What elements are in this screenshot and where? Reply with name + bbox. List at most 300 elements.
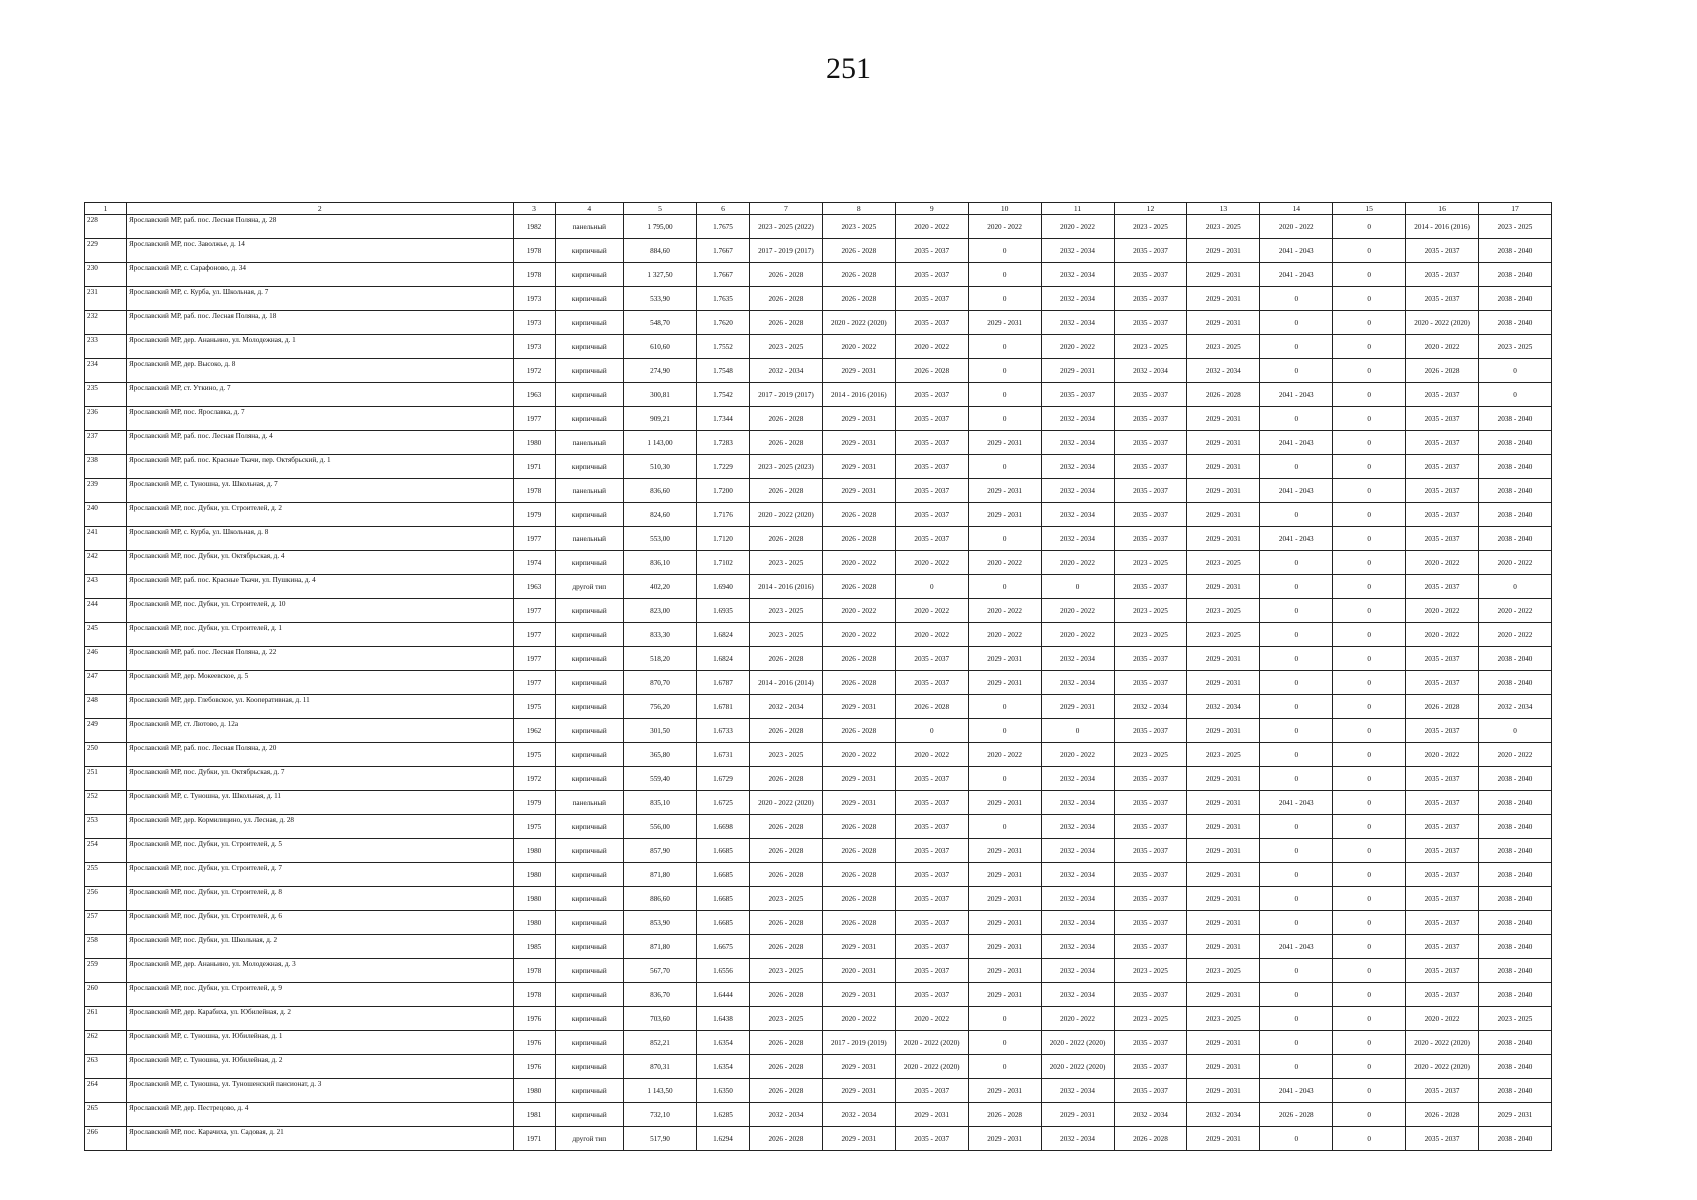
table-cell: 2023 - 2025 (1479, 1007, 1552, 1031)
table-cell: 2020 - 2022 (822, 623, 895, 647)
table-cell: 0 (1260, 1031, 1333, 1055)
table-cell: 2020 - 2022 (2020) (749, 791, 822, 815)
table-cell: 2020 - 2022 (2020) (1041, 1031, 1114, 1055)
table-cell: 2023 - 2025 (749, 599, 822, 623)
address-cell: Ярославский МР, дер. Ананьино, ул. Молодежная, д. 1 (126, 335, 513, 359)
table-row (85, 863, 1552, 887)
table-cell: 1973 (513, 335, 555, 359)
table-cell: кирпичный (555, 647, 623, 671)
table-cell: кирпичный (555, 311, 623, 335)
table-cell: 510,30 (624, 455, 697, 479)
table-cell: кирпичный (555, 287, 623, 311)
table-cell: 0 (1333, 815, 1406, 839)
table-cell: 2029 - 2031 (822, 695, 895, 719)
row-number-cell: 252 (85, 791, 127, 815)
table-cell: 2020 - 2022 (1041, 335, 1114, 359)
table-cell: 2038 - 2040 (1479, 311, 1552, 335)
table-cell: 2032 - 2034 (1114, 1103, 1187, 1127)
address-cell: Ярославский МР, дер. Карабиха, ул. Юбилейная, д. 2 (126, 1007, 513, 1031)
address-cell: Ярославский МР, пос. Дубки, ул. Октябрьская, д. 4 (126, 551, 513, 575)
table-cell: кирпичный (555, 1007, 623, 1031)
table-cell: 0 (1333, 623, 1406, 647)
address-cell: Ярославский МР, пос. Дубки, ул. Строителей, д. 8 (126, 887, 513, 911)
column-header-12: 12 (1114, 203, 1187, 215)
table-cell: 1.6350 (696, 1079, 749, 1103)
table-cell: 0 (1333, 863, 1406, 887)
table-cell: 2020 - 2022 (1041, 1007, 1114, 1031)
table-cell: 2026 - 2028 (822, 863, 895, 887)
table-cell: другой тип (555, 575, 623, 599)
table-cell: кирпичный (555, 671, 623, 695)
table-cell: 2032 - 2034 (1187, 695, 1260, 719)
table-cell: 2029 - 2031 (1187, 647, 1260, 671)
table-cell: 0 (968, 407, 1041, 431)
table-cell: кирпичный (555, 1055, 623, 1079)
table-cell: 1981 (513, 1103, 555, 1127)
table-cell: 2020 - 2022 (2020) (895, 1055, 968, 1079)
table-cell: 2035 - 2037 (895, 863, 968, 887)
table-cell: 2035 - 2037 (1114, 287, 1187, 311)
table-row (85, 311, 1552, 335)
row-number-cell: 245 (85, 623, 127, 647)
table-cell: 2029 - 2031 (1187, 503, 1260, 527)
table-cell: кирпичный (555, 839, 623, 863)
table-cell: 2035 - 2037 (1114, 431, 1187, 455)
table-cell: кирпичный (555, 743, 623, 767)
table-cell: 1.6685 (696, 911, 749, 935)
address-cell: Ярославский МР, с. Туношна, ул. Юбилейная, д. 2 (126, 1055, 513, 1079)
address-cell: Ярославский МР, дер. Мокеевское, д. 5 (126, 671, 513, 695)
table-cell: 0 (1260, 815, 1333, 839)
column-header-8: 8 (822, 203, 895, 215)
table-cell: 2020 - 2022 (2020) (749, 503, 822, 527)
table-cell: 2035 - 2037 (1406, 863, 1479, 887)
column-header-7: 7 (749, 203, 822, 215)
table-cell: 2023 - 2025 (1187, 215, 1260, 239)
table-cell: 2035 - 2037 (1114, 1031, 1187, 1055)
table-cell: 0 (1333, 719, 1406, 743)
table-cell: 853,90 (624, 911, 697, 935)
table-cell: 2020 - 2022 (895, 599, 968, 623)
table-cell: 2023 - 2025 (1187, 551, 1260, 575)
row-number-cell: 264 (85, 1079, 127, 1103)
table-cell: 0 (968, 1055, 1041, 1079)
table-cell: 1.7200 (696, 479, 749, 503)
table-cell: 2035 - 2037 (895, 647, 968, 671)
table-cell: 1977 (513, 407, 555, 431)
table-cell: 2029 - 2031 (1041, 695, 1114, 719)
table-cell: 2035 - 2037 (1406, 935, 1479, 959)
table-cell: 2035 - 2037 (1406, 671, 1479, 695)
table-cell: 2032 - 2034 (1041, 767, 1114, 791)
table-cell: 2029 - 2031 (822, 983, 895, 1007)
table-cell: 2020 - 2022 (2020) (1406, 311, 1479, 335)
table-cell: 0 (1260, 599, 1333, 623)
table-cell: 0 (1333, 359, 1406, 383)
table-cell: 1 327,50 (624, 263, 697, 287)
row-number-cell: 256 (85, 887, 127, 911)
table-cell: 1963 (513, 383, 555, 407)
table-cell: 2026 - 2028 (822, 911, 895, 935)
table-cell: 274,90 (624, 359, 697, 383)
table-cell: 2020 - 2022 (1260, 215, 1333, 239)
row-number-cell: 255 (85, 863, 127, 887)
table-cell: 2035 - 2037 (1114, 455, 1187, 479)
table-cell: 2038 - 2040 (1479, 863, 1552, 887)
table-cell: 2026 - 2028 (1406, 359, 1479, 383)
table-row (85, 839, 1552, 863)
table-cell: 2035 - 2037 (1406, 911, 1479, 935)
row-number-cell: 241 (85, 527, 127, 551)
table-cell: 2029 - 2031 (1187, 1127, 1260, 1151)
table-cell: 2020 - 2022 (895, 551, 968, 575)
table-cell: 1.7667 (696, 239, 749, 263)
table-cell: 0 (1333, 239, 1406, 263)
table-cell: 1.6787 (696, 671, 749, 695)
table-cell: 2020 - 2022 (1406, 599, 1479, 623)
table-cell: 2029 - 2031 (822, 455, 895, 479)
table-cell: 2035 - 2037 (1406, 719, 1479, 743)
table-cell: 2035 - 2037 (895, 887, 968, 911)
table-row (85, 695, 1552, 719)
table-cell: 2029 - 2031 (1187, 527, 1260, 551)
table-cell: 2023 - 2025 (1187, 1007, 1260, 1031)
table-row (85, 1031, 1552, 1055)
table-cell: 2035 - 2037 (1114, 719, 1187, 743)
row-number-cell: 230 (85, 263, 127, 287)
table-cell: 0 (1260, 407, 1333, 431)
table-cell: 2020 - 2022 (895, 215, 968, 239)
table-cell: 1976 (513, 1055, 555, 1079)
table-cell: 2020 - 2022 (968, 623, 1041, 647)
row-number-cell: 231 (85, 287, 127, 311)
table-cell: 2026 - 2028 (1406, 1103, 1479, 1127)
row-number-cell: 259 (85, 959, 127, 983)
address-cell: Ярославский МР, дер. Ананьино, ул. Молодежная, д. 3 (126, 959, 513, 983)
address-cell: Ярославский МР, ст. Лютово, д. 12а (126, 719, 513, 743)
address-cell: Ярославский МР, пос. Дубки, ул. Строителей, д. 1 (126, 623, 513, 647)
table-cell: 1978 (513, 983, 555, 1007)
table-cell: 553,00 (624, 527, 697, 551)
table-row (85, 215, 1552, 239)
table-cell: 0 (968, 263, 1041, 287)
table-cell: 2026 - 2028 (822, 839, 895, 863)
table-cell: 0 (1333, 791, 1406, 815)
table-cell: 833,30 (624, 623, 697, 647)
table-cell: 2038 - 2040 (1479, 527, 1552, 551)
table-cell: 2032 - 2034 (1041, 239, 1114, 263)
table-cell: 1977 (513, 623, 555, 647)
table-cell: 1.6685 (696, 839, 749, 863)
row-number-cell: 258 (85, 935, 127, 959)
table-cell: 2017 - 2019 (2019) (822, 1031, 895, 1055)
table-cell: 2035 - 2037 (1406, 287, 1479, 311)
address-cell: Ярославский МР, пос. Ярославка, д. 7 (126, 407, 513, 431)
table-cell: 2029 - 2031 (1187, 767, 1260, 791)
table-cell: 2023 - 2025 (1114, 959, 1187, 983)
table-cell: 1977 (513, 527, 555, 551)
table-cell: 301,50 (624, 719, 697, 743)
table-row (85, 959, 1552, 983)
table-cell: 2029 - 2031 (968, 911, 1041, 935)
table-cell: 2038 - 2040 (1479, 239, 1552, 263)
table-cell: 2017 - 2019 (2017) (749, 383, 822, 407)
table-cell: 2026 - 2028 (749, 263, 822, 287)
table-cell: 0 (1333, 647, 1406, 671)
table-cell: 2026 - 2028 (749, 815, 822, 839)
table-cell: 2032 - 2034 (1041, 959, 1114, 983)
address-cell: Ярославский МР, с. Курба, ул. Школьная, д. 8 (126, 527, 513, 551)
row-number-cell: 243 (85, 575, 127, 599)
table-cell: 0 (968, 575, 1041, 599)
table-cell: 2038 - 2040 (1479, 455, 1552, 479)
table-cell: 0 (1479, 359, 1552, 383)
table-cell: 1975 (513, 815, 555, 839)
address-cell: Ярославский МР, с. Туношна, ул. Школьная, д. 11 (126, 791, 513, 815)
table-cell: 0 (895, 575, 968, 599)
table-cell: другой тип (555, 1127, 623, 1151)
table-cell: 2026 - 2028 (1260, 1103, 1333, 1127)
table-cell: 2029 - 2031 (822, 431, 895, 455)
table-cell: 2035 - 2037 (1114, 407, 1187, 431)
table-cell: 0 (968, 815, 1041, 839)
table-cell: 2029 - 2031 (895, 1103, 968, 1127)
table-body (85, 215, 1552, 1151)
table-cell: 0 (1260, 287, 1333, 311)
address-cell: Ярославский МР, пос. Дубки, ул. Строителей, д. 5 (126, 839, 513, 863)
table-cell: 1.6285 (696, 1103, 749, 1127)
table-cell: 2035 - 2037 (895, 503, 968, 527)
row-number-cell: 250 (85, 743, 127, 767)
table-cell: 0 (1333, 551, 1406, 575)
address-cell: Ярославский МР, с. Туношна, ул. Школьная, д. 7 (126, 479, 513, 503)
table-cell: 1977 (513, 647, 555, 671)
row-number-cell: 257 (85, 911, 127, 935)
table-cell: 2026 - 2028 (749, 407, 822, 431)
table-cell: 836,10 (624, 551, 697, 575)
row-number-cell: 247 (85, 671, 127, 695)
column-header-9: 9 (895, 203, 968, 215)
table-cell: 2035 - 2037 (895, 1127, 968, 1151)
table-cell: 0 (1333, 1079, 1406, 1103)
table-cell: 2020 - 2022 (895, 335, 968, 359)
table-cell: 824,60 (624, 503, 697, 527)
table-cell: 2038 - 2040 (1479, 1127, 1552, 1151)
table-cell: 1.6354 (696, 1031, 749, 1055)
table-cell: 2020 - 2022 (2020) (822, 311, 895, 335)
table-cell: 2038 - 2040 (1479, 791, 1552, 815)
table-cell: 2026 - 2028 (749, 839, 822, 863)
table-cell: 2035 - 2037 (1406, 431, 1479, 455)
table-cell: 300,81 (624, 383, 697, 407)
table-cell: 1971 (513, 1127, 555, 1151)
table-cell: 2026 - 2028 (822, 815, 895, 839)
table-cell: 2032 - 2034 (1041, 815, 1114, 839)
table-cell: 1978 (513, 959, 555, 983)
table-row (85, 575, 1552, 599)
table-cell: 1977 (513, 599, 555, 623)
table-cell: 2029 - 2031 (1187, 239, 1260, 263)
row-number-cell: 263 (85, 1055, 127, 1079)
table-cell: 1963 (513, 575, 555, 599)
table-cell: 0 (1260, 551, 1333, 575)
table-cell: 0 (1260, 719, 1333, 743)
table-cell: 2029 - 2031 (1187, 1031, 1260, 1055)
table-cell: 2020 - 2022 (1479, 623, 1552, 647)
table-cell: 0 (1333, 431, 1406, 455)
table-cell: 2017 - 2019 (2017) (749, 239, 822, 263)
table-cell: 0 (1260, 671, 1333, 695)
table-cell: 2035 - 2037 (895, 767, 968, 791)
table-cell: 2029 - 2031 (1479, 1103, 1552, 1127)
table-cell: 2023 - 2025 (822, 215, 895, 239)
table-cell: 2035 - 2037 (895, 791, 968, 815)
table-cell: 2023 - 2025 (1187, 743, 1260, 767)
table-cell: 2038 - 2040 (1479, 431, 1552, 455)
table-cell: 2032 - 2034 (1041, 455, 1114, 479)
table-cell: 1.6294 (696, 1127, 749, 1151)
address-cell: Ярославский МР, раб. пос. Лесная Поляна, д. 28 (126, 215, 513, 239)
table-cell: 2026 - 2028 (749, 479, 822, 503)
table-cell: 0 (1260, 335, 1333, 359)
table-cell: 2035 - 2037 (895, 959, 968, 983)
table-cell: 703,60 (624, 1007, 697, 1031)
table-cell: 2035 - 2037 (1114, 767, 1187, 791)
table-cell: 836,60 (624, 479, 697, 503)
row-number-cell: 265 (85, 1103, 127, 1127)
address-cell: Ярославский МР, с. Туношна, ул. Туношенский пансионат, д. 3 (126, 1079, 513, 1103)
column-header-11: 11 (1041, 203, 1114, 215)
page-number: 251 (826, 52, 871, 85)
table-cell: 2023 - 2025 (1187, 335, 1260, 359)
table-cell: 2029 - 2031 (1187, 887, 1260, 911)
row-number-cell: 244 (85, 599, 127, 623)
table-row (85, 407, 1552, 431)
table-cell: 1.6940 (696, 575, 749, 599)
table-row (85, 527, 1552, 551)
table-cell: 0 (1260, 743, 1333, 767)
table-cell: 0 (1333, 767, 1406, 791)
table-cell: 2023 - 2025 (1114, 335, 1187, 359)
table-cell: 2038 - 2040 (1479, 503, 1552, 527)
table-cell: 884,60 (624, 239, 697, 263)
table-cell: кирпичный (555, 695, 623, 719)
table-cell: 2020 - 2031 (822, 959, 895, 983)
table-cell: 0 (1260, 959, 1333, 983)
table-cell: 2023 - 2025 (1114, 623, 1187, 647)
table-cell: 2020 - 2022 (1041, 599, 1114, 623)
table-cell: 2035 - 2037 (1114, 527, 1187, 551)
table-cell: кирпичный (555, 239, 623, 263)
table-cell: 2026 - 2028 (822, 287, 895, 311)
table-cell: 2035 - 2037 (895, 815, 968, 839)
row-number-cell: 238 (85, 455, 127, 479)
table-cell: 2020 - 2022 (1041, 623, 1114, 647)
table-cell: 2026 - 2028 (822, 239, 895, 263)
table-cell: панельный (555, 215, 623, 239)
table-row (85, 287, 1552, 311)
table-cell: 2035 - 2037 (895, 383, 968, 407)
table-cell: 2032 - 2034 (1187, 1103, 1260, 1127)
table-cell: кирпичный (555, 359, 623, 383)
table-cell: 1.6935 (696, 599, 749, 623)
table-cell: 2026 - 2028 (822, 527, 895, 551)
table-cell: 1.6444 (696, 983, 749, 1007)
table-cell: 2038 - 2040 (1479, 815, 1552, 839)
table-cell: 2026 - 2028 (1114, 1127, 1187, 1151)
row-number-cell: 236 (85, 407, 127, 431)
table-cell: 1979 (513, 791, 555, 815)
table-cell: 0 (1333, 215, 1406, 239)
table-cell: 1980 (513, 887, 555, 911)
table-cell: 2038 - 2040 (1479, 1079, 1552, 1103)
table-cell: 1976 (513, 1031, 555, 1055)
table-cell: 0 (1333, 1127, 1406, 1151)
table-cell: 2032 - 2034 (1041, 311, 1114, 335)
address-cell: Ярославский МР, дер. Пестрецово, д. 4 (126, 1103, 513, 1127)
table-cell: 2023 - 2025 (749, 959, 822, 983)
table-cell: 2035 - 2037 (895, 287, 968, 311)
table-cell: 0 (1260, 1007, 1333, 1031)
table-cell: 2020 - 2022 (1041, 551, 1114, 575)
table-cell: кирпичный (555, 335, 623, 359)
table-cell: 2035 - 2037 (1114, 311, 1187, 335)
table-cell: 0 (1260, 983, 1333, 1007)
table-cell: 2029 - 2031 (1041, 359, 1114, 383)
column-header-16: 16 (1406, 203, 1479, 215)
table-cell: 1978 (513, 239, 555, 263)
table-cell: 2020 - 2022 (895, 1007, 968, 1031)
table-cell: 2026 - 2028 (749, 647, 822, 671)
table-cell: 365,80 (624, 743, 697, 767)
table-cell: 2035 - 2037 (895, 839, 968, 863)
table-cell: кирпичный (555, 959, 623, 983)
table-cell: 2029 - 2031 (968, 503, 1041, 527)
row-number-cell: 233 (85, 335, 127, 359)
table-cell: 2029 - 2031 (968, 839, 1041, 863)
table-row (85, 983, 1552, 1007)
table-cell: 2029 - 2031 (1187, 263, 1260, 287)
table-cell: 2035 - 2037 (895, 311, 968, 335)
table-cell: 0 (1260, 359, 1333, 383)
table-row (85, 887, 1552, 911)
address-cell: Ярославский МР, пос. Дубки, ул. Октябрьская, д. 7 (126, 767, 513, 791)
table-cell: 2032 - 2034 (1479, 695, 1552, 719)
table-cell: 0 (968, 767, 1041, 791)
table-cell: 2035 - 2037 (1406, 575, 1479, 599)
table-cell: 2035 - 2037 (1406, 239, 1479, 263)
table-cell: 2029 - 2031 (1187, 287, 1260, 311)
table-cell: 2035 - 2037 (1406, 527, 1479, 551)
table-cell: 2020 - 2022 (822, 551, 895, 575)
table-cell: 0 (1260, 575, 1333, 599)
table-cell: 610,60 (624, 335, 697, 359)
table-cell: 2038 - 2040 (1479, 647, 1552, 671)
table-cell: 1962 (513, 719, 555, 743)
table-cell: 2029 - 2031 (1187, 479, 1260, 503)
table-cell: 2041 - 2043 (1260, 791, 1333, 815)
table-cell: 0 (968, 1031, 1041, 1055)
table-row (85, 911, 1552, 935)
table-cell: 559,40 (624, 767, 697, 791)
table-cell: 0 (1333, 695, 1406, 719)
table-cell: 0 (1333, 503, 1406, 527)
table-cell: 2035 - 2037 (1114, 815, 1187, 839)
table-cell: 2035 - 2037 (1114, 863, 1187, 887)
table-cell: панельный (555, 791, 623, 815)
table-cell: 2035 - 2037 (1114, 887, 1187, 911)
row-number-cell: 248 (85, 695, 127, 719)
